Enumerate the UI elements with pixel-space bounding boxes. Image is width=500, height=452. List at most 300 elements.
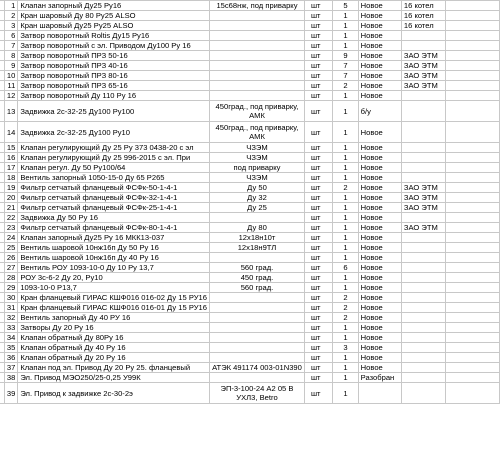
condition-cell [358,383,401,404]
specification-cell [210,253,305,263]
extra-cell [446,193,500,203]
unit-cell: шт [304,303,332,313]
unit-cell: шт [304,213,332,223]
quantity-cell: 1 [333,353,358,363]
item-name-cell: Клапан регул. Ду 50 Ру100/64 [18,163,210,173]
specification-cell: 12х18н10т [210,233,305,243]
quantity-cell: 1 [333,373,358,383]
condition-cell: Новое [358,11,401,21]
specification-cell [210,333,305,343]
extra-cell [446,293,500,303]
item-name-cell: Кран шаровый Ду 80 Ру25 ALSO [18,11,210,21]
extra-cell [446,363,500,373]
note-cell: ЗАО ЭТМ [401,81,445,91]
row-number-cell: 25 [4,243,17,253]
item-name-cell: Затвор поворотный Ду 110 Ру 16 [18,91,210,101]
specification-cell: 560 град. [210,263,305,273]
item-name-cell: Клапан регулирующий Ду 25 Ру 373 0438-20 с эл [18,143,210,153]
quantity-cell: 1 [333,31,358,41]
condition-cell: Новое [358,41,401,51]
condition-cell: Новое [358,213,401,223]
specification-cell [210,293,305,303]
extra-cell [446,81,500,91]
extra-cell [446,1,500,11]
specification-cell [210,71,305,81]
quantity-cell: 1 [333,153,358,163]
quantity-cell: 2 [333,303,358,313]
note-cell [401,353,445,363]
table-row [0,243,500,253]
item-name-cell: Кран шаровый Ду25 Ру25 ALSO [18,21,210,31]
item-name-cell: Клапан под эл. Привод Ду 20 Ру 25. фланцевый [18,363,210,373]
item-name-cell: Затвор поворотный Roltis Ду15 Ру16 [18,31,210,41]
table-row [0,343,500,353]
condition-cell: Новое [358,71,401,81]
table-row [0,101,500,122]
item-name-cell: Фильтр сетчатый фланцевый ФСФк-80-1-4-1 [18,223,210,233]
extra-cell [446,11,500,21]
condition-cell: Новое [358,81,401,91]
table-row [0,353,500,363]
specification-cell: Ду 80 [210,223,305,233]
condition-cell: Новое [358,31,401,41]
row-number-cell: 38 [4,373,17,383]
unit-cell: шт [304,313,332,323]
extra-cell [446,71,500,81]
condition-cell: Новое [358,353,401,363]
specification-cell [210,213,305,223]
quantity-cell: 1 [333,11,358,21]
note-cell [401,303,445,313]
quantity-cell: 7 [333,61,358,71]
quantity-cell: 1 [333,101,358,122]
unit-cell: шт [304,233,332,243]
specification-cell [210,323,305,333]
note-cell: ЗАО ЭТМ [401,183,445,193]
row-number-cell: 11 [4,81,17,91]
specification-cell: 560 град. [210,283,305,293]
quantity-cell: 1 [333,91,358,101]
note-cell [401,233,445,243]
note-cell [401,343,445,353]
row-number-cell: 22 [4,213,17,223]
table-row [0,253,500,263]
table-row [0,373,500,383]
specification-cell: 450 град. [210,273,305,283]
specification-cell: Ду 50 [210,183,305,193]
unit-cell: шт [304,243,332,253]
specification-cell [210,21,305,31]
extra-cell [446,343,500,353]
note-cell [401,323,445,333]
specification-cell [210,51,305,61]
unit-cell: шт [304,193,332,203]
quantity-cell: 3 [333,343,358,353]
table-row [0,203,500,213]
condition-cell: Новое [358,323,401,333]
item-name-cell: Клапан обратный Ду 40 Ру 16 [18,343,210,353]
specification-cell [210,91,305,101]
condition-cell: Новое [358,263,401,273]
note-cell [401,173,445,183]
item-name-cell: Эл. Привод МЭО250/25-0,25 У99К [18,373,210,383]
note-cell [401,243,445,253]
row-number-cell: 29 [4,283,17,293]
extra-cell [446,313,500,323]
quantity-cell: 5 [333,1,358,11]
extra-cell [446,31,500,41]
unit-cell: шт [304,91,332,101]
note-cell [401,283,445,293]
quantity-cell: 1 [333,333,358,343]
item-name-cell: Клапан регулирующий Ду 25 996-2015 с эл. При [18,153,210,163]
row-number-cell: 6 [4,31,17,41]
table-row [0,183,500,193]
unit-cell: шт [304,1,332,11]
unit-cell: шт [304,363,332,373]
specification-cell: АТЭК 491174 003-01N390 [210,363,305,373]
row-number-cell: 24 [4,233,17,243]
quantity-cell: 1 [333,21,358,31]
row-number-cell: 8 [4,51,17,61]
item-name-cell: Фильтр сетчатый фланцевый ФСФк-32-1-4-1 [18,193,210,203]
condition-cell: Новое [358,183,401,193]
table-row [0,323,500,333]
condition-cell: Новое [358,153,401,163]
specification-cell: ЭП-3-100-24 А2 05 В УХЛ3, Betro [210,383,305,404]
note-cell [401,213,445,223]
item-name-cell: Кран фланцевый ГИРАС КШФ016 016-01 Ду 15 РУ16 [18,303,210,313]
item-name-cell: Затвор поворотный с эл. Приводом Ду100 Ру 16 [18,41,210,51]
quantity-cell: 1 [333,122,358,143]
specification-cell [210,11,305,21]
unit-cell: шт [304,183,332,193]
row-number-cell: 16 [4,153,17,163]
note-cell [401,143,445,153]
extra-cell [446,203,500,213]
unit-cell: шт [304,263,332,273]
row-number-cell: 9 [4,61,17,71]
table-row [0,51,500,61]
condition-cell: Новое [358,273,401,283]
note-cell: 16 котел [401,21,445,31]
condition-cell: Новое [358,122,401,143]
unit-cell: шт [304,11,332,21]
note-cell [401,153,445,163]
table-row [0,11,500,21]
unit-cell: шт [304,353,332,363]
row-number-cell: 35 [4,343,17,353]
condition-cell: Новое [358,293,401,303]
condition-cell: Новое [358,21,401,31]
unit-cell: шт [304,273,332,283]
item-name-cell: Фильтр сетчатый фланцевый ФСФк-25-1-4-1 [18,203,210,213]
condition-cell: Новое [358,1,401,11]
unit-cell: шт [304,41,332,51]
table-row [0,223,500,233]
quantity-cell: 1 [333,383,358,404]
note-cell [401,363,445,373]
specification-cell: 15с68нж, под приварку [210,1,305,11]
quantity-cell: 1 [333,41,358,51]
unit-cell: шт [304,373,332,383]
table-row [0,333,500,343]
specification-cell [210,81,305,91]
table-row [0,153,500,163]
note-cell: ЗАО ЭТМ [401,193,445,203]
item-name-cell: Вентиль запорный Ду 40 РУ 16 [18,313,210,323]
row-number-cell: 1 [4,1,17,11]
condition-cell: Новое [358,233,401,243]
specification-cell [210,353,305,363]
quantity-cell: 1 [333,243,358,253]
condition-cell: Новое [358,243,401,253]
extra-cell [446,21,500,31]
note-cell: ЗАО ЭТМ [401,203,445,213]
extra-cell [446,323,500,333]
row-number-cell: 32 [4,313,17,323]
unit-cell: шт [304,283,332,293]
extra-cell [446,213,500,223]
condition-cell: Новое [358,51,401,61]
specification-cell: ЧЗЭМ [210,153,305,163]
item-name-cell: Клапан запорный Ду25 Ру16 [18,1,210,11]
item-name-cell: Задвижка 2с-32-25 Ду100 Ру100 [18,101,210,122]
note-cell: ЗАО ЭТМ [401,223,445,233]
condition-cell: Новое [358,223,401,233]
table-row [0,163,500,173]
quantity-cell: 1 [333,143,358,153]
row-number-cell: 20 [4,193,17,203]
row-number-cell: 17 [4,163,17,173]
table-row [0,303,500,313]
item-name-cell: Затвор поворотный ПРЗ 40-16 [18,61,210,71]
note-cell: 16 котел [401,11,445,21]
quantity-cell: 2 [333,293,358,303]
extra-cell [446,333,500,343]
table-row [0,293,500,303]
row-number-cell: 28 [4,273,17,283]
table-row [0,263,500,273]
row-number-cell: 26 [4,253,17,263]
extra-cell [446,51,500,61]
quantity-cell: 9 [333,51,358,61]
item-name-cell: Вентиль шаровой 10нж16п Ду 50 Ру 16 [18,243,210,253]
note-cell [401,253,445,263]
note-cell [401,263,445,273]
unit-cell: шт [304,81,332,91]
row-number-cell: 13 [4,101,17,122]
item-name-cell: Кран фланцевый ГИРАС КШФ016 016-02 Ду 15 РУ16 [18,293,210,303]
quantity-cell: 1 [333,213,358,223]
note-cell: 16 котел [401,1,445,11]
unit-cell: шт [304,383,332,404]
specification-cell [210,41,305,51]
quantity-cell: 1 [333,363,358,373]
row-number-cell: 18 [4,173,17,183]
quantity-cell: 1 [333,163,358,173]
unit-cell: шт [304,143,332,153]
unit-cell: шт [304,253,332,263]
row-number-cell: 7 [4,41,17,51]
table-row [0,213,500,223]
unit-cell: шт [304,31,332,41]
item-name-cell: Клапан запорный Ду25 Ру 16 МКК13-037 [18,233,210,243]
item-name-cell: Клапан обратный Ду 80Ру 16 [18,333,210,343]
table-row [0,71,500,81]
condition-cell: Новое [358,313,401,323]
condition-cell: Новое [358,91,401,101]
unit-cell: шт [304,101,332,122]
unit-cell: шт [304,223,332,233]
row-number-cell: 30 [4,293,17,303]
item-name-cell: Вентиль шаровой 10нж16п Ду 40 Ру 16 [18,253,210,263]
row-number-cell: 15 [4,143,17,153]
unit-cell: шт [304,323,332,333]
row-number-cell: 39 [4,383,17,404]
item-name-cell: РОУ 3с-6-2 Ду 20, Ру10 [18,273,210,283]
note-cell: ЗАО ЭТМ [401,61,445,71]
condition-cell: Новое [358,203,401,213]
extra-cell [446,243,500,253]
unit-cell: шт [304,333,332,343]
extra-cell [446,122,500,143]
row-number-cell: 12 [4,91,17,101]
extra-cell [446,101,500,122]
specification-cell: Ду 25 [210,203,305,213]
note-cell [401,293,445,303]
table-row [0,81,500,91]
item-name-cell: Вентиль РОУ 1093-10-0 Ду 10 Ру 13,7 [18,263,210,273]
table-row [0,21,500,31]
row-number-cell: 27 [4,263,17,273]
note-cell [401,273,445,283]
quantity-cell: 1 [333,323,358,333]
specification-cell: ЧЗЭМ [210,173,305,183]
condition-cell: Новое [358,143,401,153]
extra-cell [446,373,500,383]
row-number-cell: 14 [4,122,17,143]
condition-cell: Новое [358,61,401,71]
unit-cell: шт [304,71,332,81]
quantity-cell: 1 [333,203,358,213]
note-cell: ЗАО ЭТМ [401,71,445,81]
extra-cell [446,263,500,273]
condition-cell: Новое [358,193,401,203]
extra-cell [446,273,500,283]
table-row [0,31,500,41]
note-cell [401,333,445,343]
specification-cell: 12х18н9ТЛ [210,243,305,253]
quantity-cell: 1 [333,283,358,293]
table-row [0,233,500,243]
quantity-cell: 7 [333,71,358,81]
condition-cell: Новое [358,363,401,373]
condition-cell: Новое [358,333,401,343]
note-cell [401,373,445,383]
condition-cell: Разобран [358,373,401,383]
quantity-cell: 1 [333,173,358,183]
note-cell [401,163,445,173]
quantity-cell: 1 [333,233,358,243]
unit-cell: шт [304,21,332,31]
row-number-cell: 2 [4,11,17,21]
note-cell [401,122,445,143]
item-name-cell: Вентиль запорный 1050-15-0 Ду 65 Р265 [18,173,210,183]
unit-cell: шт [304,293,332,303]
item-name-cell: Затвор поворотный ПРЗ 80-16 [18,71,210,81]
extra-cell [446,353,500,363]
condition-cell: Новое [358,303,401,313]
specification-cell [210,31,305,41]
table-row [0,383,500,404]
item-name-cell: Эл. Привод к задвижке 2с-30-2э [18,383,210,404]
row-number-cell: 37 [4,363,17,373]
extra-cell [446,223,500,233]
specification-cell [210,303,305,313]
note-cell [401,91,445,101]
specification-cell: Ду 32 [210,193,305,203]
unit-cell: шт [304,153,332,163]
extra-cell [446,383,500,404]
item-name-cell: Фильтр сетчатый фланцевый ФСФк-50-1-4-1 [18,183,210,193]
row-number-cell: 10 [4,71,17,81]
item-name-cell: 1093-10-0 Р13,7 [18,283,210,293]
quantity-cell: 1 [333,223,358,233]
extra-cell [446,183,500,193]
extra-cell [446,91,500,101]
item-name-cell: Затвор поворотный ПРЗ 65-16 [18,81,210,91]
extra-cell [446,163,500,173]
quantity-cell: 1 [333,193,358,203]
table-row [0,61,500,71]
extra-cell [446,61,500,71]
row-number-cell: 19 [4,183,17,193]
item-name-cell: Затвор поворотный ПРЗ 50-16 [18,51,210,61]
unit-cell: шт [304,122,332,143]
condition-cell: б/у [358,101,401,122]
specification-cell [210,61,305,71]
extra-cell [446,283,500,293]
extra-cell [446,173,500,183]
item-name-cell: Затворы Ду 20 Ру 16 [18,323,210,333]
extra-cell [446,153,500,163]
extra-cell [446,41,500,51]
table-row [0,91,500,101]
table-row [0,1,500,11]
specification-cell: 450град., под приварку, АМК [210,122,305,143]
unit-cell: шт [304,343,332,353]
quantity-cell: 1 [333,253,358,263]
unit-cell: шт [304,173,332,183]
note-cell [401,101,445,122]
condition-cell: Новое [358,283,401,293]
specification-cell: 450град., под приварку, АМК [210,101,305,122]
specification-cell: под приварку [210,163,305,173]
table-row [0,173,500,183]
unit-cell: шт [304,51,332,61]
row-number-cell: 21 [4,203,17,213]
row-number-cell: 23 [4,223,17,233]
table-row [0,193,500,203]
row-number-cell: 3 [4,21,17,31]
condition-cell: Новое [358,163,401,173]
extra-cell [446,233,500,243]
note-cell: ЗАО ЭТМ [401,51,445,61]
table-row [0,122,500,143]
row-number-cell: 33 [4,323,17,333]
extra-cell [446,253,500,263]
